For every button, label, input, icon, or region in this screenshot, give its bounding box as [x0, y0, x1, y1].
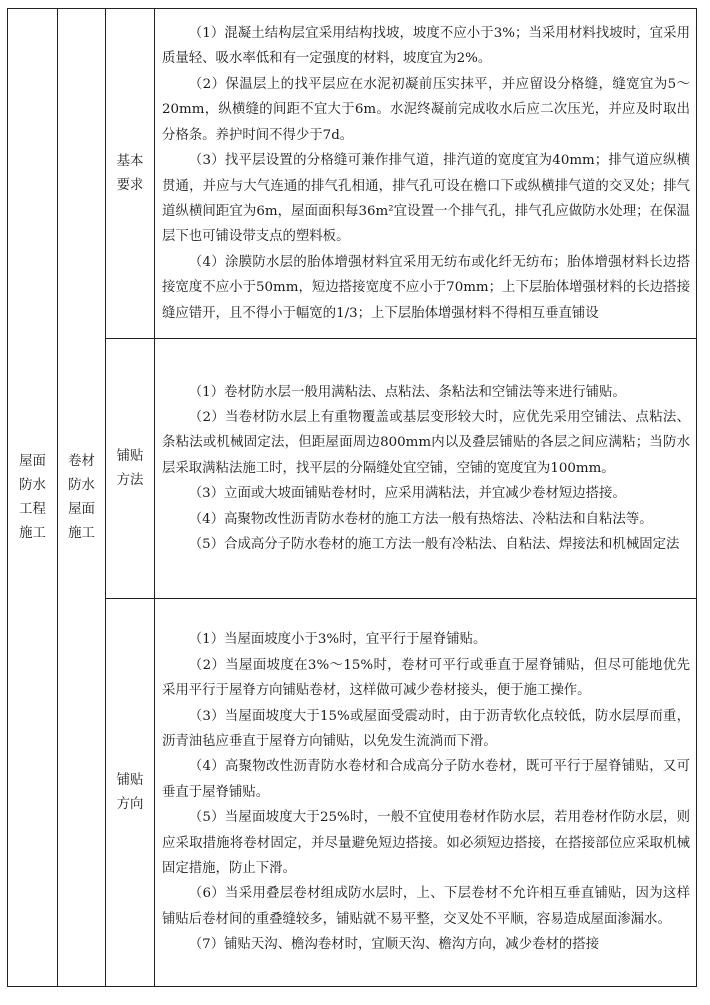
list-item: （4）高聚物改性沥青防水卷材的施工方法一般有热熔法、冷粘法和自粘法等。 [188, 511, 653, 527]
list-item: （5）合成高分子防水卷材的施工方法一般有冷粘法、自粘法、焊接法和机械固定法 [188, 537, 680, 553]
list-item: （3）当屋面坡度大于15%或屋面受震动时，由于沥青软化点较低，防水层厚而重，沥青油毡应垂直于屋脊方向铺贴，以免发生流淌而下滑。 [162, 708, 690, 749]
subcategory-label-line: 防水 [68, 477, 95, 493]
category-cell [8, 9, 58, 987]
table-row [8, 9, 697, 339]
section-label-line: 铺贴 [116, 772, 144, 788]
subcategory-label-line: 卷材 [68, 453, 95, 469]
category-label-line: 防水 [19, 477, 46, 493]
section-label-laying-direction [106, 599, 155, 987]
category-label-line: 施工 [19, 525, 46, 541]
section-content-laying-method [155, 339, 697, 599]
section-label-line: 铺贴 [116, 448, 144, 464]
section-content-laying-direction [155, 599, 697, 987]
subcategory-label-line: 屋面 [68, 501, 95, 517]
list-item: （4）高聚物改性沥青防水卷材和合成高分子防水卷材，既可平行于屋脊铺贴，又可垂直于屋脊铺贴。 [162, 759, 690, 800]
category-label-line: 工程 [19, 501, 46, 517]
section-label-line: 要求 [116, 177, 144, 193]
list-item: （2）当屋面坡度在3%～15%时，卷材可平行或垂直于屋脊铺贴，但尽可能地优先采用平行于屋脊方向铺贴卷材，这样做可减少卷材接头，便于施工操作。 [162, 657, 690, 699]
section-label-line: 方向 [116, 796, 144, 812]
list-item: （2）保温层上的找平层应在水泥初凝前压实抹平，并应留设分格缝，缝宽宜为5～20mm，纵横缝的间距不宜大于6m。水泥终凝前完成收水后应二次压光，并应及时取出分格条。养护时间不得少于7d。 [162, 76, 690, 143]
list-item: （3）找平层设置的分格缝可兼作排气道，排汽道的宽度宜为40mm；排气道应纵横贯通，并应与大气连通的排气孔相通，排气孔可设在檐口下或纵横排气道的交叉处；排气道纵横间距宜为6m，屋面面积每36m²宜设置一个排气孔，排气孔应做防水处理；在保温层下也可铺设带支点的塑料板。 [162, 153, 690, 245]
subcategory-cell [58, 9, 106, 987]
section-content-basic-requirements [155, 9, 697, 339]
table-row [8, 599, 697, 987]
list-item: （7）铺贴天沟、檐沟卷材时，宜顺天沟、檐沟方向，减少卷材的搭接 [188, 937, 600, 953]
construction-spec-table [7, 8, 697, 987]
list-item: （4）涂膜防水层的胎体增强材料宜采用无纺布或化纤无纺布；胎体增强材料长边搭接宽度不应小于50mm，短边搭接宽度不应小于70mm；上下层胎体增强材料的长边搭接缝应错开，且不得小于幅宽的1/3；上下层胎体增强材料不得相互垂直铺设 [162, 254, 690, 321]
subcategory-label-line: 施工 [68, 525, 95, 541]
list-item: （1）混凝土结构层宜采用结构找坡，坡度不应小于3%；当采用材料找坡时，宜采用质量轻、吸水率低和有一定强度的材料，坡度宜为2%。 [162, 26, 690, 67]
section-label-basic-requirements [106, 9, 155, 339]
list-item: （5）当屋面坡度大于25%时，一般不宜使用卷材作防水层，若用卷材作防水层，则应采取措施将卷材固定，并尽量避免短边搭接。如必须短边搭接，在搭接部位应采取机械固定措施，防止下滑。 [162, 810, 690, 877]
table-row [8, 339, 697, 599]
section-label-line: 基本 [116, 153, 144, 169]
section-label-laying-method [106, 339, 155, 599]
list-item: （1）当屋面坡度小于3%时，宜平行于屋脊铺贴。 [188, 632, 487, 648]
section-label-line: 方法 [116, 472, 144, 488]
document-page [7, 8, 697, 986]
list-item: （3）立面或大坡面铺贴卷材时，应采用满粘法，并宜减少卷材短边搭接。 [188, 486, 626, 502]
list-item: （2）当卷材防水层上有重物覆盖或基层变形较大时，应优先采用空铺法、点粘法、条粘法或机械固定法，但距屋面周边800mm内以及叠层铺贴的各层之间应满粘；当防水层采取满粘法施工时，找平层的分隔缝处宜空铺，空铺的宽度宜为100mm。 [162, 409, 690, 476]
category-label-line: 屋面 [19, 453, 46, 469]
list-item: （1）卷材防水层一般用满粘法、点粘法、条粘法和空铺法等来进行铺贴。 [188, 384, 626, 400]
list-item: （6）当采用叠层卷材组成防水层时，上、下层卷材不允许相互垂直铺贴，因为这样铺贴后卷材间的重叠缝较多，铺贴就不易平整，交叉处不平顺，容易造成屋面渗漏水。 [162, 886, 690, 927]
